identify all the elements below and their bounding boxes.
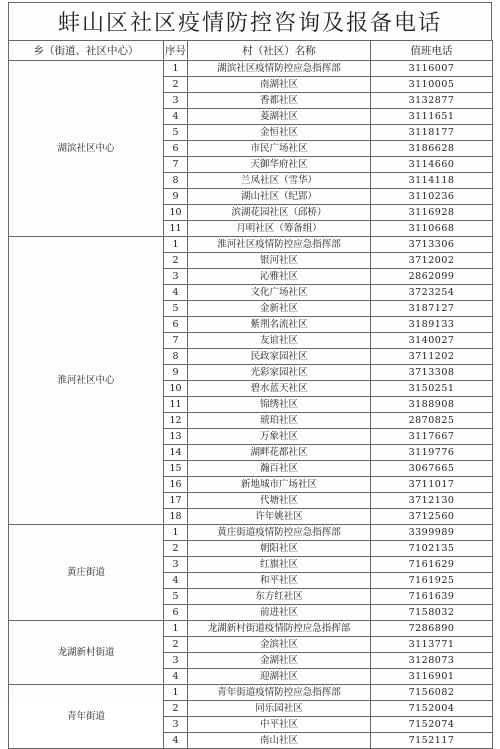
- row-number-cell: 11: [164, 397, 188, 413]
- row-number-cell: 9: [164, 189, 188, 205]
- phone-number-cell: 7156082: [371, 685, 493, 701]
- phone-number-cell: 3189133: [371, 317, 493, 333]
- phone-number-cell: 7152074: [371, 717, 493, 733]
- community-name-cell: 兰凤社区（雪华）: [188, 173, 371, 189]
- phone-number-cell: 7152004: [371, 701, 493, 717]
- community-name-cell: 碧水蓝天社区: [188, 381, 371, 397]
- row-number-cell: 3: [164, 269, 188, 285]
- town-name-cell: 青年街道: [9, 685, 164, 749]
- phone-number-cell: 7102135: [371, 541, 493, 557]
- row-number-cell: 8: [164, 349, 188, 365]
- row-number-cell: 2: [164, 77, 188, 93]
- row-number-cell: 1: [164, 61, 188, 77]
- row-number-cell: 2: [164, 253, 188, 269]
- phone-number-cell: 3140027: [371, 333, 493, 349]
- town-name-cell: 淮河社区中心: [9, 237, 164, 525]
- community-name-cell: 瀚百社区: [188, 461, 371, 477]
- community-name-cell: 南山社区: [188, 733, 371, 749]
- phone-number-cell: 3712130: [371, 493, 493, 509]
- community-name-cell: 金新社区: [188, 301, 371, 317]
- phone-number-cell: 3713306: [371, 237, 493, 253]
- community-name-cell: 和平社区: [188, 573, 371, 589]
- table-header-row: [9, 41, 493, 61]
- community-name-cell: 红旗社区: [188, 557, 371, 573]
- row-number-cell: 4: [164, 669, 188, 685]
- community-name-cell: 同乐园社区: [188, 701, 371, 717]
- phone-number-cell: 3713308: [371, 365, 493, 381]
- header-phone: 值班电话: [371, 41, 493, 61]
- phone-number-cell: 3118177: [371, 125, 493, 141]
- header-town: 乡（街道、社区中心）: [9, 41, 164, 61]
- row-number-cell: 1: [164, 621, 188, 637]
- community-name-cell: 湖滨社区疫情防控应急指挥部: [188, 61, 371, 77]
- community-name-cell: 紫荆名流社区: [188, 317, 371, 333]
- community-name-cell: 朝阳社区: [188, 541, 371, 557]
- row-number-cell: 4: [164, 109, 188, 125]
- community-name-cell: 中平社区: [188, 717, 371, 733]
- row-number-cell: 16: [164, 477, 188, 493]
- phone-number-cell: 3067665: [371, 461, 493, 477]
- community-name-cell: 新地城市广场社区: [188, 477, 371, 493]
- community-name-cell: 市民广场社区: [188, 141, 371, 157]
- phone-directory-table: [8, 40, 493, 749]
- phone-number-cell: 7286890: [371, 621, 493, 637]
- row-number-cell: 3: [164, 93, 188, 109]
- row-number-cell: 3: [164, 557, 188, 573]
- row-number-cell: 7: [164, 157, 188, 173]
- row-number-cell: 10: [164, 381, 188, 397]
- phone-number-cell: 3399989: [371, 525, 493, 541]
- row-number-cell: 3: [164, 717, 188, 733]
- phone-number-cell: 3150251: [371, 381, 493, 397]
- phone-number-cell: 3116928: [371, 205, 493, 221]
- row-number-cell: 6: [164, 141, 188, 157]
- community-name-cell: 香都社区: [188, 93, 371, 109]
- town-name-cell: 黄庄街道: [9, 525, 164, 621]
- table-row: [9, 685, 493, 701]
- row-number-cell: 2: [164, 541, 188, 557]
- community-name-cell: 金湖社区: [188, 653, 371, 669]
- phone-number-cell: 3110668: [371, 221, 493, 237]
- row-number-cell: 6: [164, 605, 188, 621]
- table-row: [9, 237, 493, 253]
- row-number-cell: 6: [164, 317, 188, 333]
- row-number-cell: 1: [164, 525, 188, 541]
- table-row: [9, 525, 493, 541]
- row-number-cell: 4: [164, 285, 188, 301]
- table-row: [9, 61, 493, 77]
- row-number-cell: 4: [164, 573, 188, 589]
- phone-number-cell: 3116901: [371, 669, 493, 685]
- community-name-cell: 金恒社区: [188, 125, 371, 141]
- community-name-cell: 湖山社区（纪郢）: [188, 189, 371, 205]
- row-number-cell: 9: [164, 365, 188, 381]
- phone-number-cell: 2862099: [371, 269, 493, 285]
- phone-number-cell: 3188908: [371, 397, 493, 413]
- phone-number-cell: 7161629: [371, 557, 493, 573]
- community-name-cell: 许年姚社区: [188, 509, 371, 525]
- row-number-cell: 17: [164, 493, 188, 509]
- phone-number-cell: 3116007: [371, 61, 493, 77]
- community-name-cell: 迎湖社区: [188, 669, 371, 685]
- phone-number-cell: 3117667: [371, 429, 493, 445]
- phone-number-cell: 3711017: [371, 477, 493, 493]
- phone-number-cell: 3712002: [371, 253, 493, 269]
- community-name-cell: 青年街道疫情防控应急指挥部: [188, 685, 371, 701]
- community-name-cell: 光彩家园社区: [188, 365, 371, 381]
- community-name-cell: 湖畔花都社区: [188, 445, 371, 461]
- community-name-cell: 锦绣社区: [188, 397, 371, 413]
- community-name-cell: 琥珀社区: [188, 413, 371, 429]
- page-title: 蚌山区社区疫情防控咨询及报备电话: [8, 2, 492, 40]
- phone-number-cell: 7161925: [371, 573, 493, 589]
- row-number-cell: 1: [164, 237, 188, 253]
- community-name-cell: 银河社区: [188, 253, 371, 269]
- community-name-cell: 代塘社区: [188, 493, 371, 509]
- phone-number-cell: 3723254: [371, 285, 493, 301]
- phone-number-cell: 3132877: [371, 93, 493, 109]
- header-village: 村（社区）名称: [188, 41, 371, 61]
- community-name-cell: 菱湖社区: [188, 109, 371, 125]
- phone-number-cell: 3111651: [371, 109, 493, 125]
- phone-number-cell: 3113771: [371, 637, 493, 653]
- row-number-cell: 5: [164, 589, 188, 605]
- phone-number-cell: 3114118: [371, 173, 493, 189]
- community-name-cell: 文化广场社区: [188, 285, 371, 301]
- phone-number-cell: 3186628: [371, 141, 493, 157]
- phone-number-cell: 3119776: [371, 445, 493, 461]
- phone-number-cell: 3110236: [371, 189, 493, 205]
- row-number-cell: 4: [164, 733, 188, 749]
- community-name-cell: 黄庄街道疫情防控应急指挥部: [188, 525, 371, 541]
- phone-number-cell: 3712560: [371, 509, 493, 525]
- community-name-cell: 天御华府社区: [188, 157, 371, 173]
- row-number-cell: 14: [164, 445, 188, 461]
- community-name-cell: 淮河社区疫情防控应急指挥部: [188, 237, 371, 253]
- row-number-cell: 5: [164, 301, 188, 317]
- row-number-cell: 11: [164, 221, 188, 237]
- phone-number-cell: 7161639: [371, 589, 493, 605]
- row-number-cell: 15: [164, 461, 188, 477]
- community-name-cell: 友谊社区: [188, 333, 371, 349]
- community-name-cell: 滨湖花园社区（邱桥）: [188, 205, 371, 221]
- row-number-cell: 2: [164, 701, 188, 717]
- phone-number-cell: 3110005: [371, 77, 493, 93]
- row-number-cell: 8: [164, 173, 188, 189]
- town-name-cell: 湖滨社区中心: [9, 61, 164, 237]
- phone-number-cell: 3114660: [371, 157, 493, 173]
- phone-number-cell: 3187127: [371, 301, 493, 317]
- phone-number-cell: 2870825: [371, 413, 493, 429]
- community-name-cell: 南湖社区: [188, 77, 371, 93]
- phone-number-cell: 7158032: [371, 605, 493, 621]
- row-number-cell: 18: [164, 509, 188, 525]
- community-name-cell: 东方红社区: [188, 589, 371, 605]
- community-name-cell: 沁雅社区: [188, 269, 371, 285]
- table-body: [9, 61, 493, 749]
- row-number-cell: 2: [164, 637, 188, 653]
- town-name-cell: 龙湖新村街道: [9, 621, 164, 685]
- row-number-cell: 3: [164, 653, 188, 669]
- community-name-cell: 民政家园社区: [188, 349, 371, 365]
- row-number-cell: 10: [164, 205, 188, 221]
- community-name-cell: 前进社区: [188, 605, 371, 621]
- row-number-cell: 13: [164, 429, 188, 445]
- phone-number-cell: 3128073: [371, 653, 493, 669]
- row-number-cell: 1: [164, 685, 188, 701]
- row-number-cell: 12: [164, 413, 188, 429]
- phone-number-cell: 7152117: [371, 733, 493, 749]
- community-name-cell: 万象社区: [188, 429, 371, 445]
- community-name-cell: 金滨社区: [188, 637, 371, 653]
- phone-number-cell: 3711202: [371, 349, 493, 365]
- header-num: 序号: [164, 41, 188, 61]
- table-row: [9, 621, 493, 637]
- community-name-cell: 月明社区（筹备组）: [188, 221, 371, 237]
- row-number-cell: 7: [164, 333, 188, 349]
- community-name-cell: 龙湖新村街道疫情防控应急指挥部: [188, 621, 371, 637]
- row-number-cell: 5: [164, 125, 188, 141]
